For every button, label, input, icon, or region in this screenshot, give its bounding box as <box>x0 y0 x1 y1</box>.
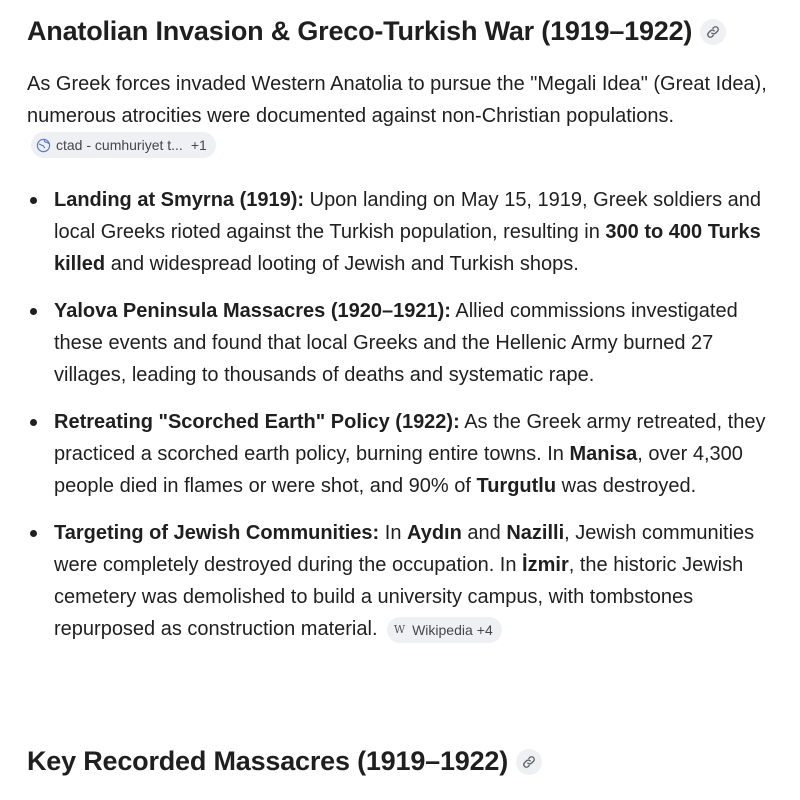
bullet-text: Upon landing on May 15, 1919, Greek soldiers and local Greeks rioted against the Turkish population, resulting in <box>54 189 762 243</box>
globe-icon <box>36 138 51 153</box>
bullet-emphasis: Aydın <box>407 522 462 544</box>
source-chip[interactable] <box>387 617 502 643</box>
source-chip-label: Wikipedia <box>412 622 473 638</box>
intro-text: As Greek forces invaded Western Anatolia to pursue the "Megali Idea" (Great Idea), numerous atrocities were documented against non-Christian populations. <box>27 73 767 127</box>
bullet-emphasis: Manisa <box>569 443 638 465</box>
bullet-text: and widespread looting of Jewish and Turkish shops. <box>105 253 579 275</box>
bullet-text: , over 4,300 people died in flames or were shot, and 90% of <box>54 443 743 497</box>
source-chip[interactable] <box>31 132 216 158</box>
bullet-title: Retreating "Scorched Earth" Policy (1922): <box>54 411 460 433</box>
link-icon <box>522 755 536 769</box>
bullet-text: , Jewish communities were completely destroyed during the occupation. In <box>54 522 755 576</box>
section-heading <box>27 746 542 777</box>
wikipedia-icon: W <box>393 623 406 636</box>
bullet-text: As the Greek army retreated, they practiced a scorched earth policy, burning entire towns. In <box>54 411 766 465</box>
bullet-text: was destroyed. <box>556 475 697 497</box>
source-chip-label: ctad - cumhuriyet t... <box>56 137 183 153</box>
bullet-text: In <box>379 522 408 544</box>
source-chip-more: +1 <box>190 137 207 153</box>
bullet-title: Yalova Peninsula Massacres (1920–1921): <box>54 300 451 322</box>
section-title: Key Recorded Massacres (1919–1922) <box>27 746 509 776</box>
source-chip-more: +4 <box>476 622 493 638</box>
bullet-text: Allied commissions investigated these events and found that local Greeks and the Hellenic Army burned 27 villages, leading to thousands of deaths and systematic rape. <box>54 300 738 386</box>
bullet-emphasis: 300 to 400 Turks killed <box>54 221 761 275</box>
section-heading <box>27 16 726 47</box>
bullet-title: Landing at Smyrna (1919): <box>54 189 305 211</box>
bullet-text: , the historic Jewish cemetery was demolished to build a university campus, with tombstones repurposed as construction material. <box>54 554 744 640</box>
section-title: Anatolian Invasion & Greco-Turkish War (1919–1922) <box>27 16 693 46</box>
list-item <box>27 184 777 280</box>
bullet-emphasis: İzmir <box>522 554 569 576</box>
section-link-button[interactable] <box>516 749 542 775</box>
link-icon <box>706 25 720 39</box>
bullet-emphasis: Turgutlu <box>476 475 557 497</box>
bullet-list <box>27 184 777 660</box>
section-link-button[interactable] <box>700 19 726 45</box>
bullet-title: Targeting of Jewish Communities: <box>54 522 380 544</box>
intro-paragraph <box>27 68 777 165</box>
bullet-emphasis: Nazilli <box>506 522 565 544</box>
list-item <box>27 517 777 645</box>
list-item <box>27 295 777 391</box>
bullet-text: and <box>461 522 507 544</box>
list-item <box>27 406 777 502</box>
